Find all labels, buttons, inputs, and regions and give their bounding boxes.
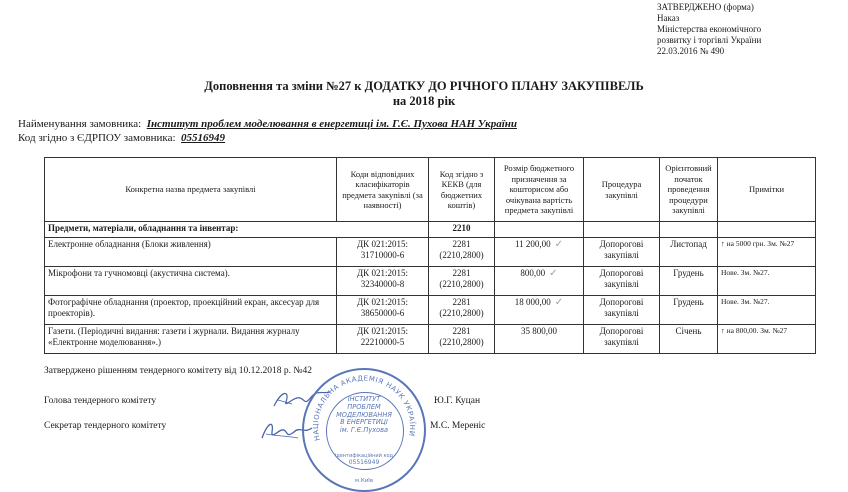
item-amount	[495, 267, 584, 296]
approval-line: ЗАТВЕРДЖЕНО (форма)	[657, 2, 754, 12]
item-procedure-line: закупівлі	[604, 337, 639, 347]
stamp-line: МОДЕЛЮВАННЯ	[336, 410, 392, 419]
item-start: Січень	[660, 325, 718, 354]
customer-info	[18, 117, 517, 145]
item-code-line: 31710000-6	[360, 250, 405, 260]
stamp-city: м.Київ	[354, 478, 374, 484]
item-amount	[495, 325, 584, 354]
item-code-line: ДК 021:2015:	[357, 326, 408, 336]
item-kekv-line: 2281	[452, 297, 471, 307]
item-name: Газети. (Періодичні видання: газети і журнали. Видання журналу «Електронне моделювання».)	[45, 325, 337, 354]
section-name: Предмети, матеріали, обладнання та інвентар:	[45, 222, 429, 238]
check-mark-icon: ✓	[554, 239, 564, 250]
approval-block	[657, 2, 761, 57]
item-procedure	[584, 325, 660, 354]
item-kekv	[429, 296, 495, 325]
procurement-table	[44, 157, 816, 354]
customer-code-value: 05516949	[181, 132, 226, 144]
stamp-line: В ЕНЕРГЕТИЦІ	[340, 418, 388, 427]
item-start: Листопад	[660, 238, 718, 267]
approval-line: Наказ	[657, 13, 680, 23]
stamp-code-value: 05516949	[348, 459, 380, 466]
item-procedure-line: Допорогові	[599, 326, 644, 336]
item-procedure-line: закупівлі	[604, 279, 639, 289]
customer-name-value: Інститут проблем моделювання в енергетиці ім. Г.Є. Пухова НАН України	[146, 118, 517, 130]
title-line-1: Доповнення та зміни №27 к ДОДАТКУ ДО РІЧНОГО ПЛАНУ ЗАКУПІВЕЛЬ	[204, 79, 644, 93]
item-kekv-line: 2281	[452, 326, 471, 336]
item-procedure-line: закупівлі	[604, 308, 639, 318]
item-note: ↑ на 800,00. Зм. №27	[718, 325, 816, 354]
secretary-label: Секретар тендерного комітету	[44, 421, 167, 431]
item-procedure	[584, 296, 660, 325]
item-code-line: ДК 021:2015:	[357, 297, 408, 307]
item-note: Нове. Зм. №27.	[718, 296, 816, 325]
stamp-line: ІНСТИТУТ	[347, 395, 381, 403]
item-name: Фотографічне обладнання (проектор, проекційний екран, аксесуар для проекторів).	[45, 296, 337, 325]
item-note: ↑ на 5000 грн. Зм. №27	[718, 238, 816, 267]
approval-line: розвитку і торгівлі України	[657, 35, 762, 45]
table-row	[45, 325, 816, 354]
customer-code-row	[18, 131, 517, 145]
item-code-line: ДК 021:2015:	[357, 239, 408, 249]
item-procedure-line: закупівлі	[604, 250, 639, 260]
check-mark-icon: ✓	[554, 297, 564, 308]
customer-name-row	[18, 117, 517, 131]
document-title	[0, 79, 848, 109]
item-kekv-line: (2210,2800)	[439, 337, 484, 347]
header-cell: Процедура закупівлі	[584, 158, 660, 222]
item-procedure-line: Допорогові	[599, 239, 644, 249]
stamp-line: ПРОБЛЕМ	[347, 402, 381, 411]
section-kekv: 2210	[429, 222, 495, 238]
stamp-code-label: ідентифікаційний код	[334, 453, 394, 459]
stamp-center	[304, 396, 424, 435]
item-note: Нове. Зм. №27.	[718, 267, 816, 296]
item-code-line: 32340000-8	[360, 279, 405, 289]
item-procedure-line: Допорогові	[599, 297, 644, 307]
header-cell: Примітки	[718, 158, 816, 222]
item-code	[337, 238, 429, 267]
item-kekv	[429, 267, 495, 296]
item-amount-value: 35 800,00	[521, 326, 557, 336]
table-row	[45, 238, 816, 267]
customer-name-label: Найменування замовника:	[18, 118, 142, 130]
item-procedure-line: Допорогові	[599, 268, 644, 278]
table-row	[45, 296, 816, 325]
item-code-line: 38650000-6	[360, 308, 405, 318]
item-code	[337, 267, 429, 296]
official-stamp	[302, 368, 426, 492]
item-kekv-line: (2210,2800)	[439, 308, 484, 318]
item-amount-value: 800,00	[520, 268, 546, 278]
table-row	[45, 267, 816, 296]
table-header-row	[45, 158, 816, 222]
approval-line: Міністерства економічного	[657, 24, 762, 34]
check-mark-icon: ✓	[549, 268, 558, 279]
item-code-line: 22210000-5	[360, 337, 405, 347]
item-name: Мікрофони та гучномовці (акустична система).	[45, 267, 337, 296]
stamp-code	[304, 453, 424, 466]
header-cell: Конкретна назва предмета закупівлі	[45, 158, 337, 222]
approval-decision: Затверджено рішенням тендерного комітету від 10.12.2018 р. №42	[44, 366, 312, 376]
item-code-line: ДК 021:2015:	[357, 268, 408, 278]
item-kekv	[429, 238, 495, 267]
table-section-row	[45, 222, 816, 238]
item-code	[337, 325, 429, 354]
head-name: Ю.Г. Куцан	[434, 396, 481, 406]
approval-line: 22.03.2016 № 490	[657, 46, 725, 56]
customer-code-label: Код згідно з ЄДРПОУ замовника:	[18, 132, 176, 144]
item-start: Грудень	[660, 296, 718, 325]
item-procedure	[584, 267, 660, 296]
item-amount	[495, 296, 584, 325]
stamp-line: ім. Г.Є.Пухова	[339, 426, 389, 435]
header-cell: Коди відповідних класифікаторів предмета закупівлі (за наявності)	[337, 158, 429, 222]
secretary-name: М.С. Мереніс	[430, 421, 486, 431]
item-amount-value: 18 000,00	[514, 297, 551, 307]
item-start: Грудень	[660, 267, 718, 296]
item-code	[337, 296, 429, 325]
item-amount-value: 11 200,00	[514, 239, 551, 249]
stamp-ring-label: НАЦІОНАЛЬНА АКАДЕМІЯ НАУК УКРАЇНИ	[311, 374, 417, 442]
header-cell: Орієнтовний початок проведення процедури закупівлі	[660, 158, 718, 222]
item-name: Електронне обладнання (Блоки живлення)	[45, 238, 337, 267]
header-cell: Розмір бюджетного призначення за кошторисом або очікувана вартість предмета закупівлі	[495, 158, 584, 222]
item-amount	[495, 238, 584, 267]
item-kekv-line: 2281	[452, 268, 471, 278]
header-cell: Код згідно з КЕКВ (для бюджетних коштів)	[429, 158, 495, 222]
item-kekv-line: (2210,2800)	[439, 279, 484, 289]
item-kekv-line: 2281	[452, 239, 471, 249]
item-procedure	[584, 238, 660, 267]
item-kekv	[429, 325, 495, 354]
item-kekv-line: (2210,2800)	[439, 250, 484, 260]
head-label: Голова тендерного комітету	[44, 396, 157, 406]
title-line-2: на 2018 рік	[392, 94, 456, 108]
